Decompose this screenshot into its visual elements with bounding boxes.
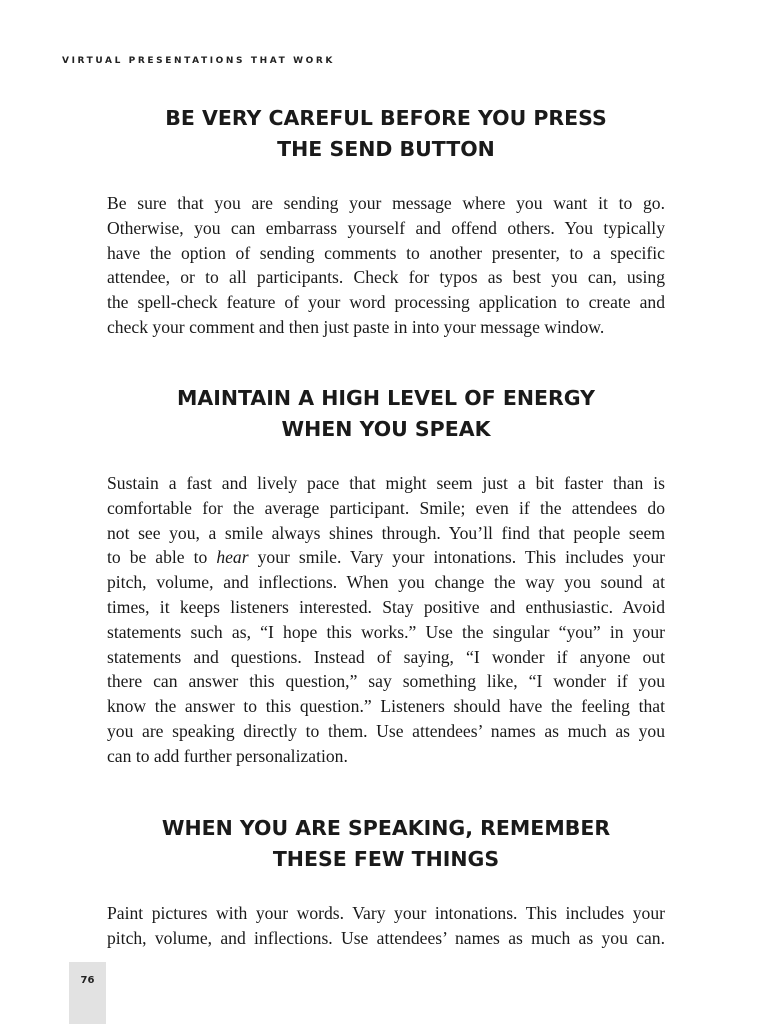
heading-line: WHEN YOU ARE SPEAKING, REMEMBER	[161, 816, 611, 840]
heading-line: THE SEND BUTTON	[277, 137, 495, 161]
text-run: to be able to	[107, 547, 208, 568]
text-line: check your comment and then just paste in into your message window.	[107, 316, 605, 337]
text-line: pitch, volume, and inflections. Use attendees’ names as much as you can.	[107, 927, 665, 948]
text-line: can to add further personalization.	[107, 745, 348, 766]
page-number-tab	[69, 962, 106, 1024]
heading-line: MAINTAIN A HIGH LEVEL OF ENERGY	[176, 386, 595, 410]
text-line: know the answer to this question.” Listeners should have the feeling that	[107, 696, 665, 717]
text-line: the spell-check feature of your word processing application to create and	[107, 292, 665, 313]
text-line: there can answer this question,” say something like, “I wonder if you	[107, 671, 665, 692]
text-line: times, it keeps listeners interested. Stay positive and enthusiastic. Avoid	[107, 596, 665, 617]
text-line: statements and questions. Instead of saying, “I wonder if anyone out	[107, 646, 665, 667]
text-line: Sustain a fast and lively pace that might seem just a bit faster than is	[107, 473, 665, 493]
text-line: comfortable for the average participant. Smile; even if the attendees do	[107, 497, 665, 518]
section-remember	[107, 813, 665, 951]
text-line: Otherwise, you can embarrass yourself and offend others. You typically	[107, 217, 665, 238]
running-head: VIRTUAL PRESENTATIONS THAT WORK	[62, 56, 335, 66]
text-line: have the option of sending comments to another presenter, to a specific	[107, 242, 665, 263]
text-run: your smile. Vary your intonations. This includes your	[257, 547, 665, 568]
text-line	[107, 545, 665, 570]
text-line: pitch, volume, and inflections. When you change the way you sound at	[107, 572, 665, 593]
page-number: 76	[80, 975, 95, 986]
section-send-button	[107, 103, 665, 340]
section-paragraph	[107, 901, 665, 951]
heading-line: BE VERY CAREFUL BEFORE YOU PRESS	[165, 106, 607, 130]
section-heading	[107, 383, 665, 445]
heading-line: WHEN YOU SPEAK	[281, 417, 491, 441]
text-line: you are speaking directly to them. Use attendees’ names as much as you	[107, 720, 665, 741]
text-line: not see you, a smile always shines through. You’ll find that people seem	[107, 522, 665, 543]
text-line: Paint pictures with your words. Vary your intonations. This includes your	[107, 903, 665, 923]
section-heading	[107, 103, 665, 165]
section-paragraph	[107, 471, 665, 769]
section-heading	[107, 813, 665, 875]
section-paragraph	[107, 191, 665, 340]
text-line: attendee, or to all participants. Check for typos as best you can, using	[107, 267, 665, 288]
emphasis-hear: hear	[216, 547, 249, 568]
text-line: statements such as, “I hope this works.” Use the singular “you” in your	[107, 621, 665, 642]
heading-line: THESE FEW THINGS	[272, 847, 500, 871]
text-line: Be sure that you are sending your message where you want it to go.	[107, 193, 665, 213]
section-energy	[107, 383, 665, 769]
